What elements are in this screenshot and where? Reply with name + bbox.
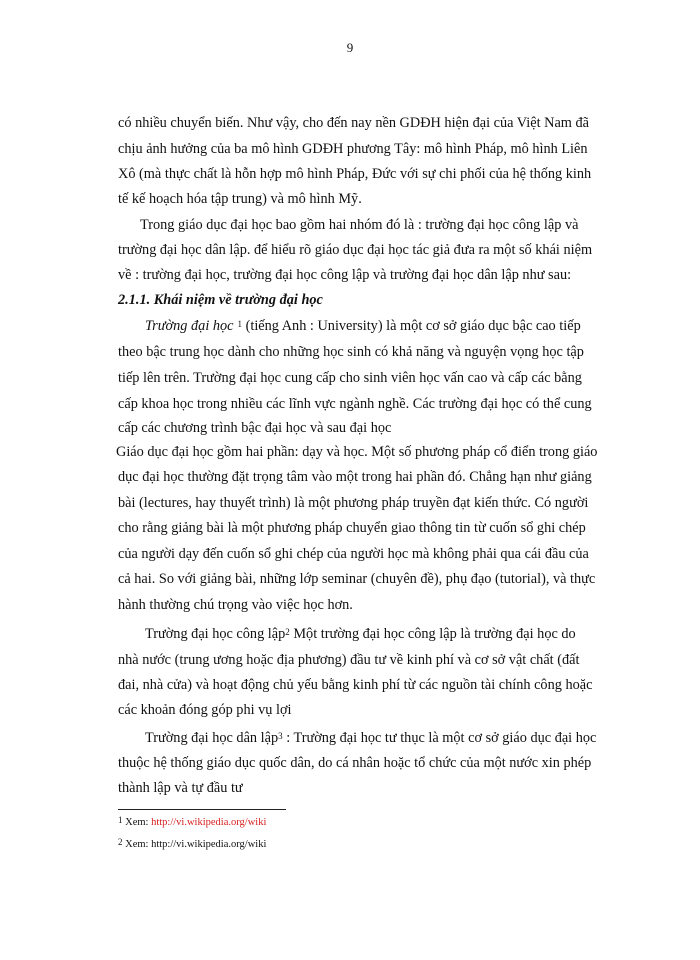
term-label: Trường đại học dân lập bbox=[145, 730, 279, 746]
text-span: : Trường đại học tư thục là một cơ sở giáo dục đại học bbox=[282, 730, 597, 746]
footnote bbox=[118, 817, 266, 828]
paragraph-line: cấp khoa học trong nhiều các lĩnh vực ngành nghề. Các trường đại học có thể cung bbox=[118, 396, 592, 412]
paragraph-line bbox=[145, 624, 576, 644]
footnote-separator bbox=[118, 809, 286, 810]
paragraph-line: về : trường đại học, trường đại học công lập và trường đại học dân lập như sau: bbox=[118, 267, 572, 283]
paragraph-line: hành thường chú trọng vào việc học hơn. bbox=[118, 597, 353, 613]
paragraph-line: của người dạy đến cuốn sổ ghi chép của người học mà không phải qua cái đầu của bbox=[118, 546, 589, 562]
paragraph-line: dục đại học thường đặt trọng tâm vào một trong hai phần đó. Chẳng hạn như giảng bbox=[118, 469, 592, 485]
section-heading: 2.1.1. Khái niệm về trường đại học bbox=[118, 292, 323, 308]
paragraph-line bbox=[145, 316, 581, 336]
paragraph-line: thành lập và tự đầu tư bbox=[118, 780, 243, 796]
paragraph-line: đai, nhà cửa) và hoạt động chủ yếu bằng kinh phí từ các nguồn tài chính công hoặc bbox=[118, 677, 593, 693]
paragraph-line: Giáo dục đại học gồm hai phần: dạy và học. Một số phương pháp cổ điển trong giáo bbox=[116, 444, 598, 460]
footnote-number: 1 bbox=[118, 815, 123, 825]
paragraph-line: cả hai. So với giảng bài, những lớp seminar (chuyên đề), phụ đạo (tutorial), và thực bbox=[118, 571, 596, 587]
paragraph-line: Trong giáo dục đại học bao gồm hai nhóm đó là : trường đại học công lập và bbox=[140, 217, 579, 233]
paragraph-line: bài (lectures, hay thuyết trình) là một phương pháp truyền đạt kiến thức. Có người bbox=[118, 495, 589, 511]
text-span: (tiếng Anh : University) là một cơ sở giáo dục bậc cao tiếp bbox=[242, 318, 581, 334]
paragraph-line: tiếp lên trên. Trường đại học cung cấp cho sinh viên học vấn cao và cấp các bằng bbox=[118, 370, 582, 386]
footnote-ref[interactable]: 3 bbox=[278, 731, 283, 741]
text-span: Một trường đại học công lập là trường đại học do bbox=[289, 626, 576, 642]
paragraph-line: trường đại học dân lập. để hiểu rõ giáo dục đại học tác giả đưa ra một số khái niệm bbox=[118, 242, 593, 258]
paragraph-line: thuộc hệ thống giáo dục quốc dân, do cá nhân hoặc tổ chức của một nước xin phép bbox=[118, 755, 592, 771]
paragraph-line: nhà nước (trung ương hoặc địa phương) đầu tư về kinh phí và cơ sở vật chất (đất bbox=[118, 652, 580, 668]
paragraph-line: các khoản đóng góp phi vụ lợi bbox=[118, 702, 292, 718]
paragraph-line: theo bậc trung học dành cho những học sinh có khả năng và nguyện vọng học tập bbox=[118, 344, 584, 360]
footnote-label: Xem: bbox=[125, 839, 149, 850]
paragraph-line: cho rằng giảng bài là một phương pháp chuyển giao thông tin từ cuốn sổ ghi chép bbox=[118, 520, 586, 536]
footnote-ref[interactable]: 1 bbox=[237, 319, 243, 329]
paragraph-line: có nhiều chuyển biến. Như vậy, cho đến nay nền GDĐH hiện đại của Việt Nam đã bbox=[118, 115, 590, 131]
term-label: Trường đại học bbox=[145, 318, 234, 334]
footnote bbox=[118, 839, 266, 850]
page-number: 9 bbox=[346, 40, 354, 55]
footnote-label: Xem: bbox=[125, 817, 149, 828]
term-label: Trường đại học công lập bbox=[145, 626, 286, 642]
footnote-number: 2 bbox=[118, 837, 123, 847]
paragraph-line: Xô (mà thực chất là hỗn hợp mô hình Pháp, Đức với sự chi phối của hệ thống kinh bbox=[118, 166, 592, 182]
footnote-ref[interactable]: 2 bbox=[285, 627, 290, 637]
paragraph-line: chịu ảnh hưởng của ba mô hình GDĐH phương Tây: mô hình Pháp, mô hình Liên bbox=[118, 141, 588, 157]
footnote-link[interactable]: http://vi.wikipedia.org/wiki bbox=[151, 817, 267, 828]
footnote-link[interactable]: http://vi.wikipedia.org/wiki bbox=[151, 839, 267, 850]
paragraph-line: cấp các chương trình bậc đại học và sau đại học bbox=[118, 420, 392, 436]
paragraph-line: tế kế hoạch hóa tập trung) và mô hình Mỹ. bbox=[118, 191, 362, 207]
paragraph-line bbox=[145, 728, 596, 748]
